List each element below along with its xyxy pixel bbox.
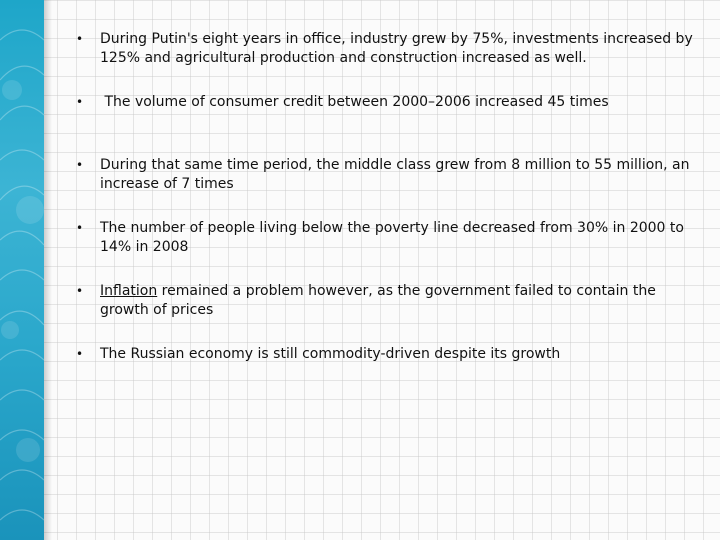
bullet-dot: • [76, 221, 84, 235]
bullet-dot: • [76, 284, 84, 298]
decorative-side-band [0, 0, 44, 540]
bullet-item [60, 30, 700, 93]
bullet-text: remained a problem however, as the government failed to contain the growth of prices [100, 283, 656, 318]
bullet-item [60, 93, 700, 156]
wave-pattern-decoration [0, 0, 44, 540]
bullet-item [60, 156, 700, 219]
slide-content [60, 30, 700, 408]
side-band-shadow [44, 0, 52, 540]
bullet-text: The number of people living below the poverty line decreased from 30% in 2000 to 14% in 2008 [100, 220, 684, 255]
bullet-item [60, 345, 700, 408]
bullet-dot: • [76, 347, 84, 361]
bullet-list [60, 30, 700, 408]
bullet-text: The Russian economy is still commodity-driven despite its growth [100, 346, 561, 362]
bullet-item [60, 282, 700, 345]
bullet-item [60, 219, 700, 282]
inflation-link[interactable]: Inflation [100, 283, 158, 299]
bullet-dot: • [76, 158, 84, 172]
bullet-text: The volume of consumer credit between 2000–2006 increased 45 times [100, 94, 609, 110]
bullet-dot: • [76, 95, 84, 109]
bullet-text: During that same time period, the middle class grew from 8 million to 55 million, an increase of 7 times [100, 157, 690, 192]
bullet-dot: • [76, 32, 84, 46]
bullet-text: During Putin's eight years in office, industry grew by 75%, investments increased by 125% and agricultural production and construction increased as well. [100, 31, 693, 66]
